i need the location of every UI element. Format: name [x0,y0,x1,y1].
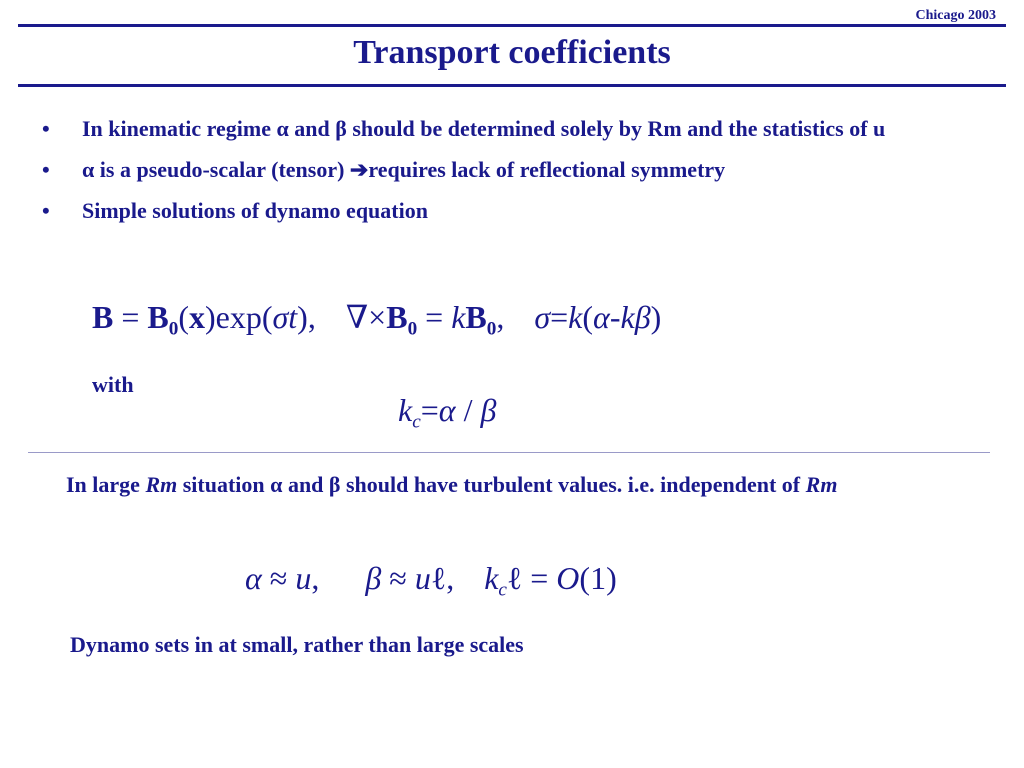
bullet-text: α is a pseudo-scalar (tensor) [82,157,350,182]
eq-symbol: B [386,299,408,335]
bullet-item [40,112,980,145]
eq-symbol: ∇ [345,299,369,335]
eq-symbol: k [620,299,635,335]
eq-subscript: c [498,579,507,601]
eq-symbol: ) [204,299,216,335]
critical-wavenumber-equation [398,392,496,434]
eq-symbol: ( [582,299,594,335]
right-arrow-icon: ➔ [349,157,369,182]
eq-symbol: σ [272,299,289,335]
eq-subscript: c [412,411,421,433]
title-rule [18,84,1006,87]
large-rm-paragraph [66,470,1001,500]
eq-symbol: t [288,299,298,335]
bullet-text: requires lack of reflectional symmetry [368,157,726,182]
eq-subscript: 0 [486,318,497,340]
section-divider [28,452,990,453]
conclusion-text: Dynamo sets in at small, rather than large scales [70,632,524,657]
eq-symbol: O [556,560,580,596]
eq-symbol: , [446,560,455,596]
eq-symbol: ℓ [506,560,523,596]
eq-symbol: B [147,299,169,335]
eq-symbol: ≈ [381,560,415,596]
eq-symbol: = [522,560,557,596]
eq-symbol: , [311,560,320,596]
bullet-item [40,194,980,227]
eq-symbol: / [455,392,481,428]
eq-subscript: 0 [168,318,179,340]
eq-symbol: ), [297,299,316,335]
eq-symbol: exp( [215,299,273,335]
eq-symbol: = [121,299,140,335]
rm-term: Rm [805,472,838,497]
dynamo-solution-equation [92,298,661,341]
eq-symbol: k [484,560,499,596]
bullet-marker: • [42,198,50,223]
bullet-text: In kinematic regime α and β should be determined solely by Rm and the statistics of u [82,116,886,141]
with-label: with [92,372,134,397]
eq-symbol: ) [650,299,662,335]
eq-symbol: k [398,392,413,428]
rm-term: Rm [145,472,178,497]
turbulent-scaling-equation [245,560,617,602]
eq-symbol: B [465,299,487,335]
eq-symbol: , [496,299,505,335]
eq-symbol: β [634,299,651,335]
eq-subscript: 0 [407,318,418,340]
eq-symbol: σ [534,299,551,335]
eq-symbol: k [451,299,466,335]
page-title: Transport coefficients [353,34,671,71]
eq-symbol: - [609,299,621,335]
bullet-text: Simple solutions of dynamo equation [82,198,428,223]
eq-symbol: (1) [579,560,617,596]
paragraph-text: situation α and β should have turbulent values. i.e. independent of [177,472,806,497]
eq-symbol: ≈ [261,560,296,596]
eq-symbol: α [593,299,610,335]
eq-symbol: B [92,299,114,335]
bullet-marker: • [42,157,50,182]
eq-symbol: = [550,299,569,335]
eq-symbol: β [480,392,497,428]
eq-symbol: × [368,299,387,335]
bullet-marker: • [42,116,50,141]
paragraph-text: In large [66,472,146,497]
eq-symbol: u [295,560,312,596]
bullet-list [40,112,980,235]
eq-symbol: β [365,560,382,596]
eq-symbol: = [420,392,439,428]
bullet-item [40,153,980,186]
eq-symbol: x [188,299,205,335]
eq-symbol: = [425,299,444,335]
eq-symbol: ℓ [430,560,447,596]
eq-symbol: u [414,560,431,596]
eq-symbol: k [568,299,583,335]
top-rule [18,24,1006,27]
eq-symbol: α [438,392,456,428]
header-tag: Chicago 2003 [915,8,996,23]
eq-symbol: α [245,560,262,596]
eq-symbol: ( [178,299,189,335]
